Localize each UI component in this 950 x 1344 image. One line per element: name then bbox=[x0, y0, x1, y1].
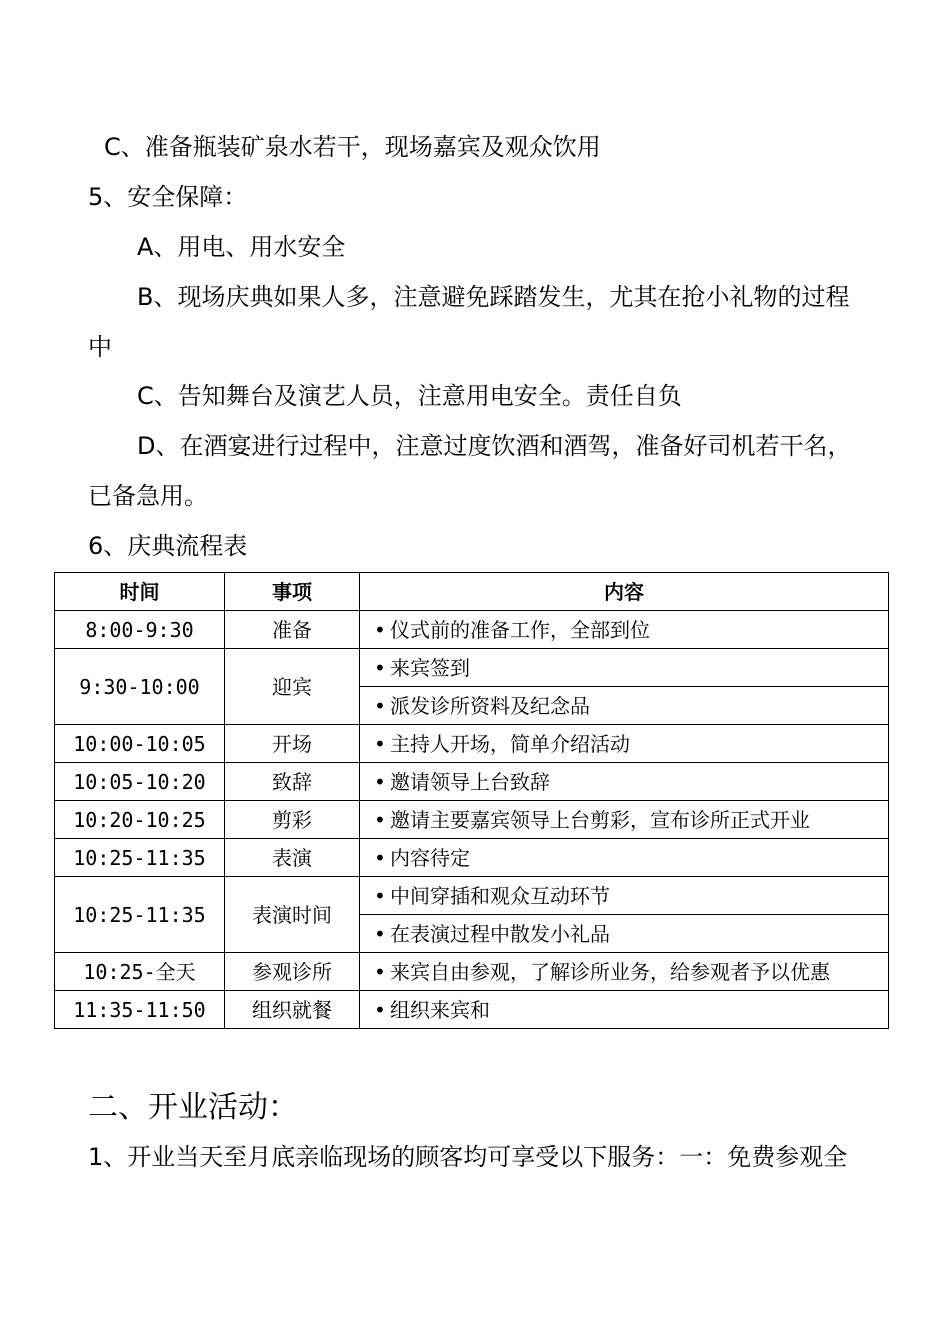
section-5-title: 5、安全保障： bbox=[88, 183, 248, 211]
cell-content bbox=[360, 991, 889, 1029]
cell-time: 10:00-10:05 bbox=[55, 725, 225, 763]
cell-item: 表演 bbox=[225, 839, 360, 877]
cell-content bbox=[360, 801, 889, 839]
cell-time: 11:35-11:50 bbox=[55, 991, 225, 1029]
cell-content bbox=[360, 953, 889, 991]
cell-item: 组织就餐 bbox=[225, 991, 360, 1029]
header-content: 内容 bbox=[360, 573, 889, 611]
cell-time: 10:05-10:20 bbox=[55, 763, 225, 801]
bullet-dot: • bbox=[374, 769, 386, 794]
table-row bbox=[55, 763, 889, 801]
content-text: 邀请主要嘉宾领导上台剪彩，宣布诊所正式开业 bbox=[390, 807, 810, 832]
table-header-row bbox=[55, 573, 889, 611]
ceremony-schedule-table bbox=[54, 572, 889, 1029]
para-a-power: A、用电、用水安全 bbox=[137, 233, 346, 261]
bullet-dot: • bbox=[374, 921, 386, 946]
cell-time: 9:30-10:00 bbox=[55, 649, 225, 725]
table-row bbox=[55, 801, 889, 839]
content-text: 仪式前的准备工作，全部到位 bbox=[390, 617, 650, 642]
cell-time: 10:25-全天 bbox=[55, 953, 225, 991]
para-d-drink-line1: D、在酒宴进行过程中，注意过度饮酒和酒驾，准备好司机若干名， bbox=[137, 432, 852, 460]
para-d-drink-line2: 已备急用。 bbox=[88, 482, 208, 510]
cell-item: 参观诊所 bbox=[225, 953, 360, 991]
table-row bbox=[55, 877, 889, 915]
content-text: 组织来宾和 bbox=[390, 997, 490, 1022]
section-2-paragraph-1: 1、开业当天至月底亲临现场的顾客均可享受以下服务：一：免费参观全 bbox=[88, 1143, 848, 1171]
cell-item: 剪彩 bbox=[225, 801, 360, 839]
bullet-dot: • bbox=[374, 959, 386, 984]
cell-content bbox=[360, 649, 889, 687]
cell-content bbox=[360, 611, 889, 649]
content-text: 邀请领导上台致辞 bbox=[390, 769, 550, 794]
table-row bbox=[55, 611, 889, 649]
cell-time: 10:20-10:25 bbox=[55, 801, 225, 839]
content-text: 中间穿插和观众互动环节 bbox=[390, 883, 610, 908]
content-text: 内容待定 bbox=[390, 845, 470, 870]
bullet-dot: • bbox=[374, 845, 386, 870]
bullet-dot: • bbox=[374, 883, 386, 908]
para-c-water: C、准备瓶装矿泉水若干，现场嘉宾及观众饮用 bbox=[104, 133, 601, 161]
table-row bbox=[55, 953, 889, 991]
table-row bbox=[55, 649, 889, 687]
table-row bbox=[55, 839, 889, 877]
bullet-dot: • bbox=[374, 655, 386, 680]
section-2-title: 二、开业活动： bbox=[88, 1090, 298, 1125]
cell-time: 10:25-11:35 bbox=[55, 839, 225, 877]
cell-item: 表演时间 bbox=[225, 877, 360, 953]
cell-content bbox=[360, 877, 889, 915]
header-time: 时间 bbox=[55, 573, 225, 611]
cell-item: 准备 bbox=[225, 611, 360, 649]
content-text: 派发诊所资料及纪念品 bbox=[390, 693, 590, 718]
bullet-dot: • bbox=[374, 617, 386, 642]
table-row bbox=[55, 725, 889, 763]
table-row bbox=[55, 991, 889, 1029]
content-text: 来宾自由参观，了解诊所业务，给参观者予以优惠 bbox=[390, 959, 830, 984]
cell-time: 8:00-9:30 bbox=[55, 611, 225, 649]
table-body bbox=[55, 611, 889, 1029]
cell-content bbox=[360, 763, 889, 801]
cell-time: 10:25-11:35 bbox=[55, 877, 225, 953]
para-b-crowd-line2: 中 bbox=[88, 333, 112, 361]
cell-item: 开场 bbox=[225, 725, 360, 763]
cell-content bbox=[360, 725, 889, 763]
cell-content bbox=[360, 687, 889, 725]
cell-item: 致辞 bbox=[225, 763, 360, 801]
section-6-title: 6、庆典流程表 bbox=[88, 532, 248, 560]
cell-item: 迎宾 bbox=[225, 649, 360, 725]
bullet-dot: • bbox=[374, 731, 386, 756]
bullet-dot: • bbox=[374, 807, 386, 832]
content-text: 来宾签到 bbox=[390, 655, 470, 680]
content-text: 在表演过程中散发小礼品 bbox=[390, 921, 610, 946]
bullet-dot: • bbox=[374, 693, 386, 718]
bullet-dot: • bbox=[374, 997, 386, 1022]
para-c-stage: C、告知舞台及演艺人员，注意用电安全。责任自负 bbox=[137, 382, 682, 410]
header-item: 事项 bbox=[225, 573, 360, 611]
cell-content bbox=[360, 839, 889, 877]
para-b-crowd-line1: B、现场庆典如果人多，注意避免踩踏发生，尤其在抢小礼物的过程 bbox=[137, 283, 850, 311]
content-text: 主持人开场，简单介绍活动 bbox=[390, 731, 630, 756]
cell-content bbox=[360, 915, 889, 953]
